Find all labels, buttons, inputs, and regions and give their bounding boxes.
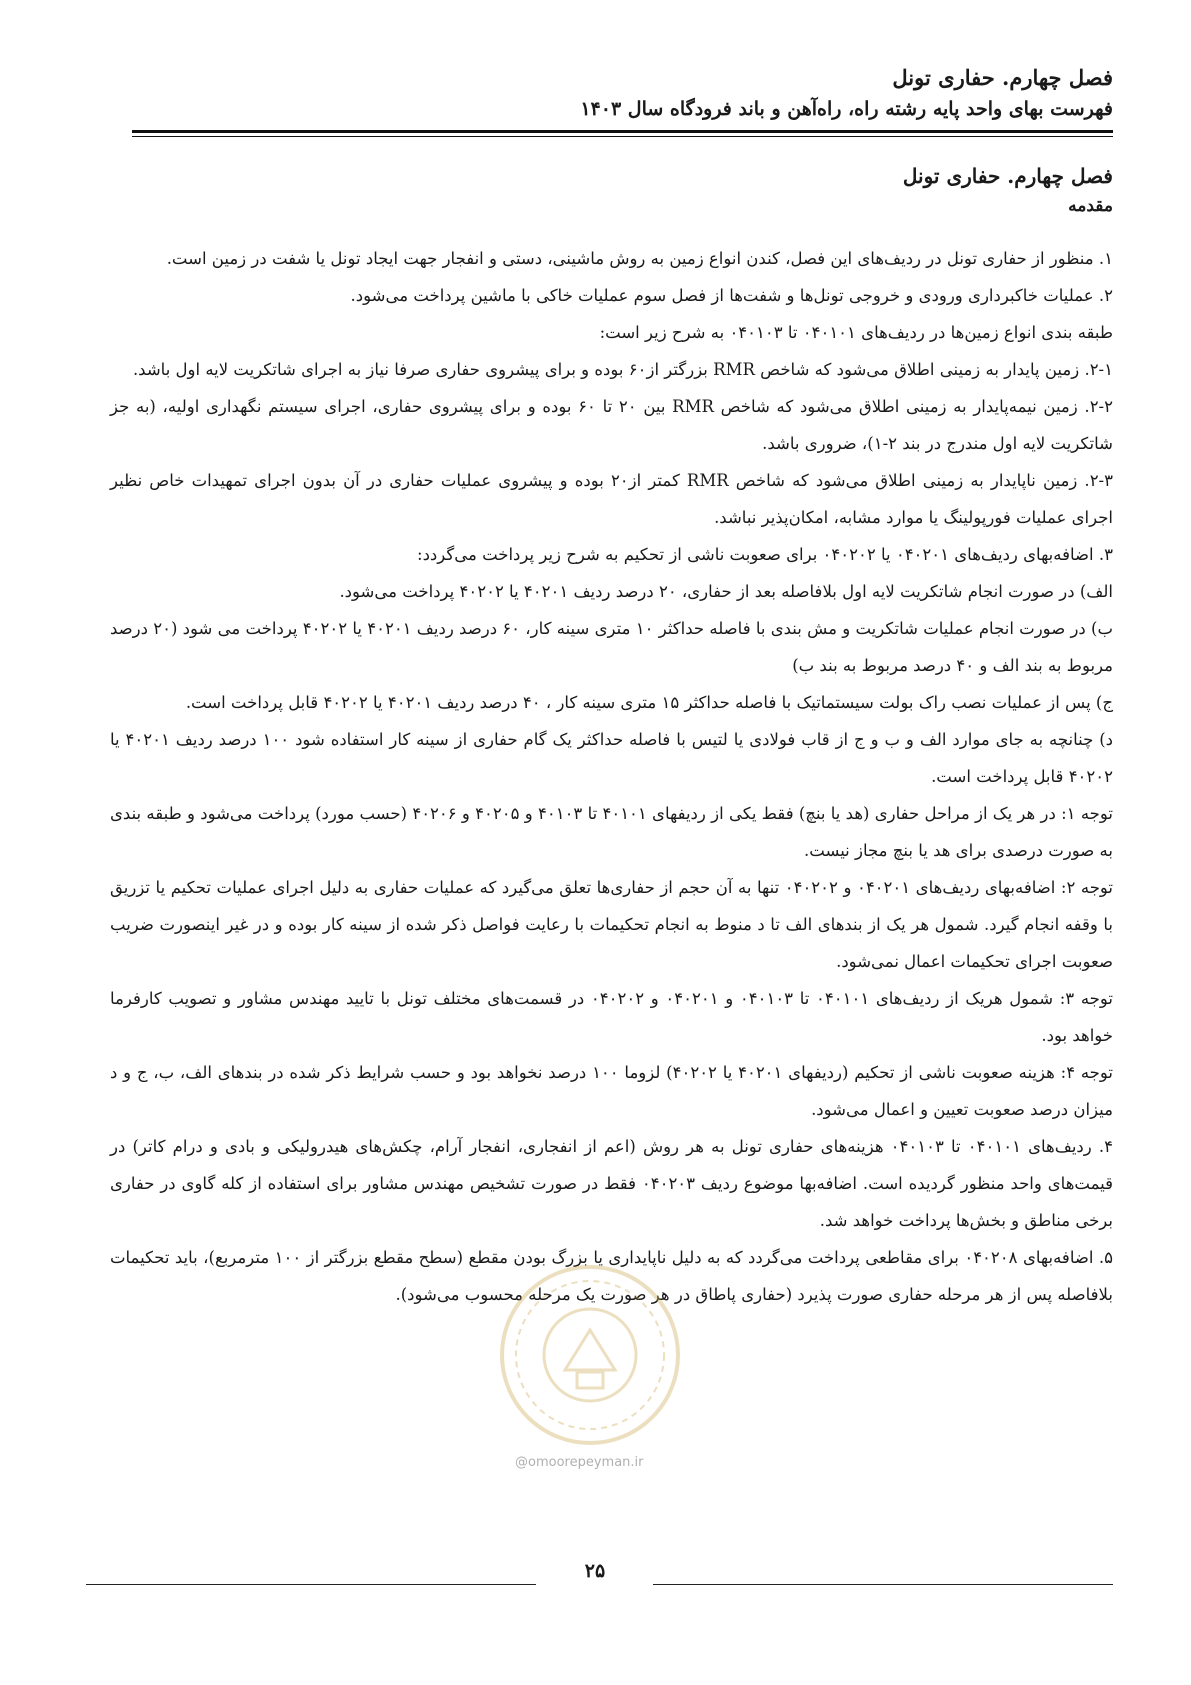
paragraph: توجه ۴: هزینه صعوبت ناشی از تحکیم (ردیفهای ۴۰۲۰۱ یا ۴۰۲۰۲) لزوما ۱۰۰ درصد نخواهد بود و حسب شرایط ذکر شده در بندهای الف، ب، ج و د میزان درصد صعوبت تعیین و اعمال می‌شود. xyxy=(110,1063,1113,1119)
footer-rule-right xyxy=(653,1584,1113,1585)
footer-rule-left xyxy=(86,1584,536,1585)
paragraph: ۳. اضافه‌بهای ردیف‌های ۰۴۰۲۰۱ یا ۰۴۰۲۰۲ برای صعوبت ناشی از تحکیم به شرح زیر پرداخت می‌گردد: xyxy=(417,545,1113,564)
paragraph: ۲-۲. زمین نیمه‌پایدار به زمینی اطلاق می‌شود که شاخص RMR بین ۲۰ تا ۶۰ بوده و برای پیشروی حفاری، اجرای سیستم نگهداری اولیه، (به جز شاتکریت لایه اول مندرج در بند ۲-۱)، ضروری باشد. xyxy=(110,397,1113,453)
watermark-text: @omoorepeyman.ir xyxy=(515,1455,644,1470)
paragraph: ۲-۳. زمین ناپایدار به زمینی اطلاق می‌شود که شاخص RMR کمتر از۲۰ بوده و پیشروی عملیات حفاری در آن بدون اجرای تمهیدات خاص نظیر اجرای عملیات فورپولینگ یا موارد مشابه، امکان‌پذیر نباشد. xyxy=(110,471,1113,527)
page-number: ۲۵ xyxy=(584,1560,606,1582)
paragraph: طبقه بندی انواع زمین‌ها در ردیف‌های ۰۴۰۱۰۱ تا ۰۴۰۱۰۳ به شرح زیر است: xyxy=(599,323,1113,342)
paragraph: توجه ۲: اضافه‌بهای ردیف‌های ۰۴۰۲۰۱ و ۰۴۰۲۰۲ تنها به آن حجم از حفاری‌ها تعلق می‌گیرد که عملیات حفاری به دلیل اجرای عملیات تحکیم یا تزریق با وقفه انجام گیرد. شمول هر یک از بندهای الف تا د منوط به انجام تحکیمات با رعایت فواصل ذکر شده از سینه کار بوده و در غیر اینصورت ضریب صعوبت اجرای تحکیمات اعمال نمی‌شود. xyxy=(110,878,1114,971)
page-content xyxy=(110,160,1113,1313)
paragraph: الف) در صورت انجام شاتکریت لایه اول بلافاصله بعد از حفاری، ۲۰ درصد ردیف ۴۰۲۰۱ یا ۴۰۲۰۲ پرداخت می‌شود. xyxy=(339,582,1113,601)
paragraph: د) چنانچه به جای موارد الف و ب و ج از قاب فولادی یا لتیس با فاصله حداکثر یک گام حفاری از سینه کار استفاده شود ۱۰۰ درصد ردیف ۴۰۲۰۱ یا ۴۰۲۰۲ قابل پرداخت است. xyxy=(110,730,1113,786)
page-header xyxy=(132,62,1113,124)
paragraph: توجه ۳: شمول هریک از ردیف‌های ۰۴۰۱۰۱ تا ۰۴۰۱۰۳ و ۰۴۰۲۰۱ و ۰۴۰۲۰۲ در قسمت‌های مختلف تونل با تایید مهندس مشاور و تصویب کارفرما خواهد بود. xyxy=(110,989,1113,1045)
paragraph: ۴. ردیف‌های ۰۴۰۱۰۱ تا ۰۴۰۱۰۳ هزینه‌های حفاری تونل به هر روش (اعم از انفجاری، انفجار آرام، چکش‌های هیدرولیکی و بادی و درام کاتر) در قیمت‌های واحد منظور گردیده است. اضافه‌بها موضوع ردیف ۰۴۰۲۰۳ فقط در صورت تشخیص مهندس مشاور برای استفاده از کله گاوی در حفاری برخی مناطق و بخش‌ها پرداخت خواهد شد. xyxy=(110,1137,1114,1230)
paragraph: ۵. اضافه‌بهای ۰۴۰۲۰۸ برای مقاطعی پرداخت می‌گردد که به دلیل ناپایداری یا بزرگ بودن مقطع (سطح مقطع بزرگتر از ۱۰۰ مترمربع)، باید تحکیمات بلافاصله پس از هر مرحله حفاری صورت پذیرد (حفاری پاطاق در هر صورت یک مرحله محسوب می‌شود). xyxy=(110,1248,1114,1304)
paragraph: ۲-۱. زمین پایدار به زمینی اطلاق می‌شود که شاخص RMR بزرگتر از۶۰ بوده و برای پیشروی حفاری صرفا نیاز به اجرای شاتکریت لایه اول باشد. xyxy=(132,360,1113,379)
paragraph: توجه ۱: در هر یک از مراحل حفاری (هد یا بنچ) فقط یکی از ردیفهای ۴۰۱۰۱ تا ۴۰۱۰۳ و ۴۰۲۰۵ و ۴۰۲۰۶ (حسب مورد) پرداخت می‌شود و طبقه بندی به صورت درصدی برای هد یا بنچ مجاز نیست. xyxy=(110,804,1113,860)
header-rule-thin xyxy=(132,136,1113,137)
header-chapter: فصل چهارم. حفاری تونل xyxy=(892,65,1113,90)
paragraph: ۱. منظور از حفاری تونل در ردیف‌های این فصل، کندن انواع زمین به روش ماشینی، دستی و انفجار جهت ایجاد تونل یا شفت در زمین است. xyxy=(166,249,1113,268)
chapter-title: فصل چهارم. حفاری تونل xyxy=(902,164,1113,188)
paragraph: ب) در صورت انجام عملیات شاتکریت و مش بندی با فاصله حداکثر ۱۰ متری سینه کار، ۶۰ درصد ردیف ۴۰۲۰۱ یا ۴۰۲۰۲ پرداخت می شود (۲۰ درصد مربوط به بند الف و ۴۰ درصد مربوط به بند ب) xyxy=(110,619,1114,675)
header-rule-thick xyxy=(132,130,1113,133)
intro-title: مقدمه xyxy=(1068,196,1113,216)
paragraph: ج) پس از عملیات نصب راک بولت سیستماتیک با فاصله حداکثر ۱۵ متری سینه کار ، ۴۰ درصد ردیف ۴۰۲۰۱ یا ۴۰۲۰۲ قابل پرداخت است. xyxy=(185,693,1113,712)
paragraph: ۲. عملیات خاکبرداری ورودی و خروجی تونل‌ها و شفت‌ها از فصل سوم عملیات خاکی با ماشین پرداخت می‌شود. xyxy=(350,286,1113,305)
header-subtitle: فهرست بهای واحد پایه رشته راه، راه‌آهن و باند فرودگاه سال ۱۴۰۳ xyxy=(580,98,1113,120)
